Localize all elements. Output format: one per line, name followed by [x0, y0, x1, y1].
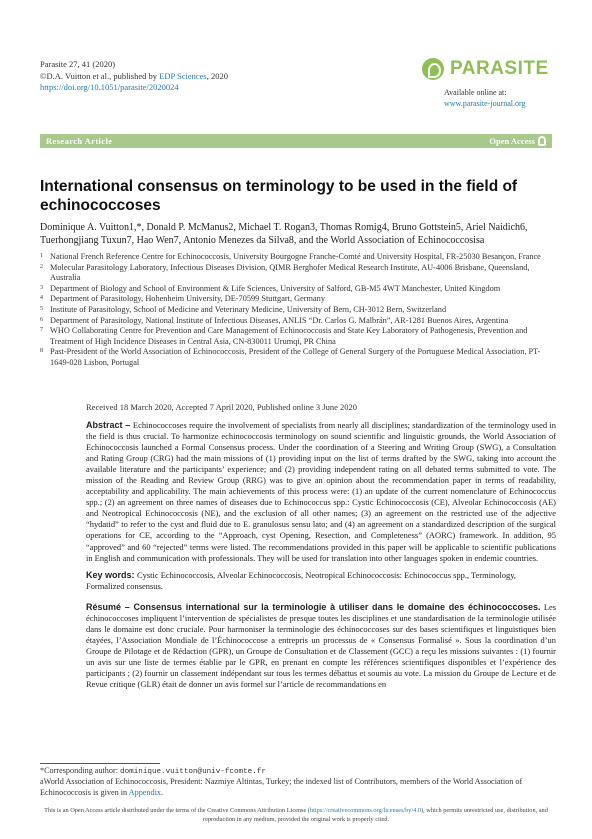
abstract-heading: Abstract – — [86, 420, 133, 430]
parasite-logo-icon — [422, 58, 444, 80]
affiliation-text: Department of Biology and School of Environment & Life Sciences, University of Salford, GB-M5 4WT Manchester, United Kingdom — [50, 283, 501, 293]
affiliation-item — [40, 326, 556, 347]
citation-line: Parasite 27, 41 (2020) — [40, 59, 116, 69]
available-online-label: Available online at: — [444, 88, 507, 97]
affiliation-text: Department of Parasitology, National Institute of Infectious Diseases, ANLIS “Dr. Carlos G. Malbrán”, AR-1281 Buenos Aires, Argentina — [50, 315, 509, 325]
license-text-1: This is an Open Access article distributed under the terms of the Creative Commons Attribution License ( — [44, 807, 310, 814]
copyright-line — [40, 71, 228, 83]
affiliation-item — [40, 316, 556, 327]
license-url-link[interactable]: https://creativecommons.org/licenses/by/4.0 — [309, 807, 422, 814]
doi-link[interactable]: https://doi.org/10.1051/parasite/2020024 — [40, 82, 179, 92]
journal-url-link[interactable]: www.parasite-journal.org — [444, 99, 526, 108]
affiliation-item — [40, 305, 556, 316]
affiliation-number: 4 — [40, 295, 43, 302]
affiliation-item — [40, 252, 556, 263]
copyright-prefix: ©D.A. Vuitton et al., published by — [40, 70, 160, 81]
journal-info — [40, 59, 228, 94]
article-type-bar — [40, 134, 552, 148]
availability — [444, 87, 526, 109]
footnote-divider — [40, 763, 160, 764]
affiliation-text: Institute of Parasitology, School of Medicine and Veterinary Medicine, University of Bern, CH-3012 Bern, Switzerland — [50, 304, 447, 314]
affiliation-item — [40, 347, 556, 368]
logo-name: PARASITE — [450, 58, 549, 79]
journal-logo[interactable] — [422, 58, 549, 80]
affiliation-number: 2 — [40, 263, 43, 270]
affiliation-text: Past-President of the World Association of Echinococcosis, President of the College of General Surgery of the Portuguese Medical Association, PT-1649-028 Lisbon, Portugal — [50, 347, 541, 367]
abstract-text: Echinococcoses require the involvement of specialists from nearly all disciplines; standardization of the terminology used in the field is thus crucial. To harmonize echinococcosis terminology on sound scientific and linguistic grounds, the World Association of Echinococcosis launched a Formal Consensus process. Under the coordination of a Steering and Writing Group (SWG), a Consultation and Rating Group (CRG) had the main missions of (1) providing input on the list of terms drafted by the SWG, taking into account the available literature and the participants’ experience; and (2) providing independent rating on all debated terms submitted to vote. The mission of the Reading and Review Group (RRG) was to give an opinion about the recommendation paper in terms of readability, acceptability and applicability. The main achievements of this process were: (1) an update of the current nomenclature of Echinococcus spp.; (2) an agreement on three names of diseases due to Echinococcus spp.: Cystic Echinococcosis (CE), Alveolar Echinococcosis (AE) and Neotropical Echinococcosis (NE), and the exclusion of all other names; (3) an agreement on the restricted use of the adjective “hydatid” to refer to the cyst and fluid due to E. granulosus sensu lato; and (4) an agreement on a standardized description of the surgical operations for CE, according to the “Approach, cyst Opening, Resection, and Completeness” (AORC) framework. In addition, 95 “approved” and 60 “rejected” terms were listed. The recommendations provided in this paper will be applicable to scientific publications in English and communication with professionals. They will be used for translation into other languages spoken in endemic countries. — [86, 420, 556, 563]
author-list: Dominique A. Vuitton1,*, Donald P. McManus2, Michael T. Rogan3, Thomas Romig4, Bruno Gottstein5, Ariel Naidich6, Tuerhongjiang Tuxun7, Hao Wen7, Antonio Menezes da Silva8, and the World Association of Echinococcosisa — [40, 222, 528, 246]
affiliation-number: 8 — [40, 348, 43, 355]
affiliation-number: 3 — [40, 284, 43, 291]
resume — [86, 602, 556, 690]
affiliations — [40, 252, 556, 369]
copyright-year: , 2020 — [206, 70, 228, 81]
license-notice — [40, 806, 552, 824]
article-type-label: Research Article — [46, 136, 113, 146]
affiliation-number: 7 — [40, 327, 43, 334]
open-access-label: Open Access — [489, 136, 535, 146]
affiliation-text: Department of Parasitology, Hohenheim University, DE-70599 Stuttgart, Germany — [50, 294, 325, 304]
footnotes — [40, 766, 556, 798]
corresponding-label: *Corresponding author: — [40, 766, 121, 775]
affiliation-text: WHO Collaborating Centre for Prevention and Care Management of Echinococcosis and State Key Laboratory of Pathogenesis, Prevention and Treatment of High Incidence Diseases in Central Asia, CN-830011 Urumqi, PR China — [50, 326, 528, 346]
open-access-badge — [489, 136, 546, 146]
affiliation-number: 1 — [40, 253, 43, 259]
open-lock-icon — [538, 136, 546, 146]
appendix-link[interactable]: Appendix — [128, 787, 161, 797]
corresponding-email[interactable]: dominique.vuitton@univ-fcomte.fr — [120, 768, 266, 776]
abstract — [86, 420, 556, 564]
affiliation-text: National French Reference Centre for Echinococcosis, University Bourgogne Franche-Comté and University Hospital, FR-25030 Besançon, France — [50, 252, 541, 261]
affiliation-item — [40, 284, 556, 295]
resume-text: Les échinococcoses impliquent l’intervention de spécialistes de presque toutes les disciplines et une standardisation de la terminologie utilisée dans le domaine est donc cruciale. Pour harmoniser la terminologie des échinococcoses sur des bases scientifiques et linguistiques bien étayées, l’Association Mondiale de l’Échinococcose a entrepris un processus de « Consensus Formalisé ». Sous la coordination d’un Groupe de Pilotage et de Rédaction (GPR), un Groupe de Consultation et de Classement (GCC) a reçu les missions suivantes : (1) fournir un avis sur une liste de termes établie par le GPR, en prenant en compte les références scientifiques disponibles et l’expérience des participants ; (2) fournir un classement indépendant sur tous les termes débattus et soumis au vote. La mission du Groupe de Lecture et de Revue critique (GLR) était de donner un avis formel sur l’article de recommandations en — [86, 602, 556, 690]
license-text-2: ), which permits unrestricted use, distribution, and reproduction in any medium, provided the original work is properly cited. — [202, 807, 548, 823]
keywords — [86, 570, 556, 592]
article-title: International consensus on terminology to be used in the field of echinococcoses — [40, 178, 518, 214]
corresponding-author — [40, 766, 556, 777]
resume-heading: Résumé – Consensus international sur la terminologie à utiliser dans le domaine des échinococcoses. — [86, 602, 541, 612]
publication-dates: Received 18 March 2020, Accepted 7 April 2020, Published online 3 June 2020 — [86, 402, 358, 412]
affiliation-text: Molecular Parasitology Laboratory, Infectious Diseases Division, QIMR Berghofer Medical Research Institute, AU-4006 Brisbane, Queensland, Australia — [50, 262, 530, 283]
wae-note-text: aWorld Association of Echinococcosis, President: Nazmiye Altintas, Turkey; the indexed list of Contributors, members of the World Association of Echinococcosis is given in — [40, 777, 523, 797]
footnote-period: . — [160, 787, 164, 797]
keywords-text: Cystic Echinococcosis, Alveolar Echinococcosis, Neotropical Echinococcosis: Echinococcus spp., Terminology, Formalized consensus. — [86, 570, 517, 592]
affiliation-item — [40, 263, 556, 284]
affiliation-item — [40, 294, 556, 305]
keywords-heading: Key words: — [86, 570, 138, 580]
affiliation-number: 6 — [40, 316, 43, 323]
publisher-link[interactable]: EDP Sciences — [159, 70, 207, 81]
wae-footnote — [40, 777, 556, 798]
affiliation-number: 5 — [40, 305, 43, 312]
